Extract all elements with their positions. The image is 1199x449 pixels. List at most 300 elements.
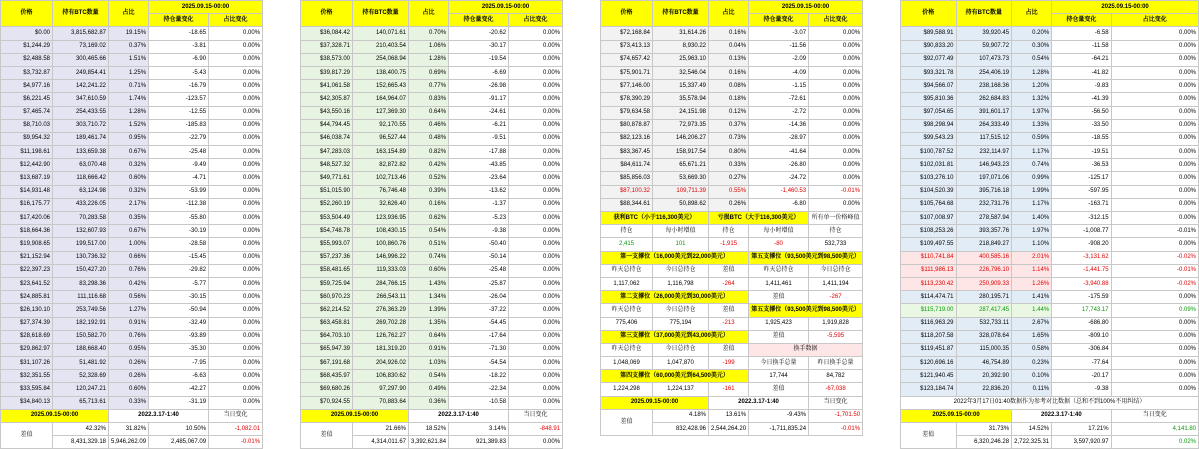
summary-cell: 差值 bbox=[709, 264, 749, 277]
cell-3-12-2: 1.99% bbox=[1012, 185, 1052, 198]
table-row bbox=[901, 330, 1199, 343]
cell-0-13-0: $16,175.77 bbox=[1, 198, 53, 211]
cell-3-11-2: 0.99% bbox=[1012, 172, 1052, 185]
cell-3-21-4: 0.09% bbox=[1111, 304, 1198, 317]
cell-0-11-4: 0.00% bbox=[209, 172, 263, 185]
cell-2-13-3: -6.80 bbox=[749, 198, 809, 211]
cell-3-25-3: -77.64 bbox=[1052, 357, 1111, 370]
cell-2-0-1: 31,614.26 bbox=[653, 27, 709, 40]
summary-row bbox=[601, 317, 863, 330]
cell-2-11-2: 0.27% bbox=[709, 172, 749, 185]
cell-0-4-0: $4,977.16 bbox=[1, 80, 53, 93]
cell-1-17-0: $57,237.36 bbox=[301, 251, 353, 264]
footer-val: 13.61% bbox=[709, 409, 749, 422]
cell-0-17-2: 0.66% bbox=[109, 251, 149, 264]
summary-cell: 今日换手总量 bbox=[749, 357, 809, 370]
cell-1-28-3: -10.58 bbox=[449, 396, 509, 409]
cell-2-7-2: 0.37% bbox=[709, 119, 749, 132]
cell-1-7-2: 0.46% bbox=[409, 119, 449, 132]
cell-3-15-2: 1.97% bbox=[1012, 225, 1052, 238]
cell-1-28-2: 0.36% bbox=[409, 396, 449, 409]
cell-1-25-0: $67,191.68 bbox=[301, 357, 353, 370]
cell-3-8-1: 117,515.12 bbox=[956, 132, 1012, 145]
cell-2-2-3: -2.09 bbox=[749, 53, 809, 66]
cell-1-15-3: -9.38 bbox=[449, 225, 509, 238]
cell-0-12-2: 0.32% bbox=[109, 185, 149, 198]
footer-change-label: 当日变化 bbox=[809, 396, 863, 409]
cell-0-1-1: 73,169.02 bbox=[53, 40, 109, 53]
table-row bbox=[301, 396, 563, 409]
cell-1-8-2: 0.48% bbox=[409, 132, 449, 145]
cell-3-21-2: 1.44% bbox=[1012, 304, 1052, 317]
summary-cell: -213 bbox=[709, 317, 749, 330]
cell-0-10-1: 63,070.48 bbox=[53, 159, 109, 172]
header-pct: 占比 bbox=[709, 1, 749, 27]
summary-row bbox=[601, 277, 863, 290]
cell-1-13-3: -1.37 bbox=[449, 198, 509, 211]
cell-0-15-0: $18,664.36 bbox=[1, 225, 53, 238]
summary-cell: 差值 bbox=[709, 304, 749, 317]
cell-3-20-0: $114,474.71 bbox=[901, 291, 957, 304]
cell-0-20-3: -30.15 bbox=[149, 291, 209, 304]
cell-3-14-4: 0.00% bbox=[1111, 212, 1198, 225]
table-row bbox=[601, 80, 863, 93]
cell-2-3-2: 0.16% bbox=[709, 66, 749, 79]
cell-3-10-1: 146,943.23 bbox=[956, 159, 1012, 172]
cell-3-5-2: 1.32% bbox=[1012, 93, 1052, 106]
footer-ref: 2022.3.17-1:40 bbox=[409, 409, 509, 422]
footer-date: 2025.09.15-00:00 bbox=[301, 409, 409, 422]
cell-1-6-4: 0.00% bbox=[509, 106, 563, 119]
cell-0-28-3: -31.19 bbox=[149, 396, 209, 409]
summary-cell: -264 bbox=[709, 277, 749, 290]
cell-0-21-3: -50.94 bbox=[149, 304, 209, 317]
cell-3-21-1: 287,417.45 bbox=[956, 304, 1012, 317]
header-pct: 占比 bbox=[1012, 1, 1052, 27]
cell-1-17-4: 0.00% bbox=[509, 251, 563, 264]
header-pct: 占比 bbox=[409, 1, 449, 27]
cell-3-5-3: -41.39 bbox=[1052, 93, 1111, 106]
price-block-3 bbox=[600, 0, 863, 436]
cell-3-3-2: 1.28% bbox=[1012, 66, 1052, 79]
header-pct-change: 占比变化 bbox=[209, 14, 263, 27]
table-row bbox=[901, 146, 1199, 159]
cell-3-26-3: -20.17 bbox=[1052, 370, 1111, 383]
cell-0-19-3: -5.77 bbox=[149, 277, 209, 290]
cell-0-3-3: -5.43 bbox=[149, 66, 209, 79]
cell-0-0-3: -18.65 bbox=[149, 27, 209, 40]
cell-2-6-1: 24,151.98 bbox=[653, 106, 709, 119]
cell-0-28-0: $34,840.13 bbox=[1, 396, 53, 409]
table-row bbox=[901, 212, 1199, 225]
cell-1-11-0: $49,771.61 bbox=[301, 172, 353, 185]
cell-0-10-4: 0.00% bbox=[209, 159, 263, 172]
cell-1-5-4: 0.00% bbox=[509, 93, 563, 106]
cell-0-9-4: 0.00% bbox=[209, 146, 263, 159]
cell-1-3-3: -6.69 bbox=[449, 66, 509, 79]
summary-cell: 今日总持仓 bbox=[653, 343, 709, 356]
table-row bbox=[901, 317, 1199, 330]
footer-val: -1,701.50 bbox=[809, 409, 863, 422]
cell-0-17-3: -15.45 bbox=[149, 251, 209, 264]
cell-0-23-2: 0.76% bbox=[109, 330, 149, 343]
cell-2-4-0: $77,146.00 bbox=[601, 80, 653, 93]
table-row bbox=[301, 212, 563, 225]
table-row bbox=[1, 53, 263, 66]
footer-diff-label: 差值 bbox=[901, 423, 957, 449]
cell-1-15-0: $54,748.78 bbox=[301, 225, 353, 238]
cell-3-3-1: 254,406.19 bbox=[956, 66, 1012, 79]
cell-3-27-2: 0.11% bbox=[1012, 383, 1052, 396]
cell-3-13-0: $105,764.68 bbox=[901, 198, 957, 211]
cell-3-7-0: $98,298.94 bbox=[901, 119, 957, 132]
cell-0-15-4: 0.00% bbox=[209, 225, 263, 238]
cell-3-16-4: 0.00% bbox=[1111, 238, 1198, 251]
cell-0-21-1: 253,749.56 bbox=[53, 304, 109, 317]
table-row bbox=[901, 159, 1199, 172]
summary-cell: 昨天总持仓 bbox=[749, 264, 809, 277]
cell-1-24-3: -71.30 bbox=[449, 343, 509, 356]
table-row bbox=[1, 212, 263, 225]
table-row bbox=[901, 357, 1199, 370]
cell-1-27-2: 0.49% bbox=[409, 383, 449, 396]
summary-cell: -199 bbox=[709, 357, 749, 370]
support-3: 第三支撑位（37,000美元到43,000美元） bbox=[601, 330, 749, 343]
cell-0-26-0: $32,351.55 bbox=[1, 370, 53, 383]
cell-1-3-1: 138,400.75 bbox=[353, 66, 409, 79]
table-row bbox=[1, 27, 263, 40]
cell-1-21-2: 1.39% bbox=[409, 304, 449, 317]
cell-1-8-4: 0.00% bbox=[509, 132, 563, 145]
cell-3-24-2: 0.58% bbox=[1012, 343, 1052, 356]
table-row bbox=[601, 106, 863, 119]
cell-0-15-1: 132,607.93 bbox=[53, 225, 109, 238]
cell-0-8-4: 0.00% bbox=[209, 132, 263, 145]
cell-3-23-3: -809.10 bbox=[1052, 330, 1111, 343]
summary-cell: 差值 bbox=[749, 330, 809, 343]
cell-0-11-1: 118,666.42 bbox=[53, 172, 109, 185]
cell-3-24-3: -306.84 bbox=[1052, 343, 1111, 356]
cell-0-13-1: 433,226.05 bbox=[53, 198, 109, 211]
cell-3-20-4: 0.00% bbox=[1111, 291, 1198, 304]
cell-2-0-4: 0.00% bbox=[809, 27, 863, 40]
cell-0-8-1: 189,461.74 bbox=[53, 132, 109, 145]
cell-1-6-3: -24.61 bbox=[449, 106, 509, 119]
cell-3-9-3: -19.51 bbox=[1052, 146, 1111, 159]
cell-0-23-0: $28,618.69 bbox=[1, 330, 53, 343]
table-row bbox=[901, 40, 1199, 53]
footer-val: 3.14% bbox=[449, 423, 509, 436]
table-row bbox=[301, 357, 563, 370]
cell-2-7-3: -14.36 bbox=[749, 119, 809, 132]
cell-0-19-2: 0.42% bbox=[109, 277, 149, 290]
cell-0-20-1: 111,116.68 bbox=[53, 291, 109, 304]
table-row bbox=[1, 146, 263, 159]
cell-2-1-1: 8,930.22 bbox=[653, 40, 709, 53]
cell-3-0-1: 39,920.45 bbox=[956, 27, 1012, 40]
header-hold-change: 持仓量变化 bbox=[449, 14, 509, 27]
cell-3-20-3: -175.59 bbox=[1052, 291, 1111, 304]
cell-1-4-0: $41,061.58 bbox=[301, 80, 353, 93]
footer-val: 832,428.96 bbox=[653, 423, 709, 436]
summary-cell: -80 bbox=[749, 238, 809, 251]
cell-1-5-1: 164,964.07 bbox=[353, 93, 409, 106]
table-row bbox=[301, 370, 563, 383]
cell-1-28-0: $70,924.55 bbox=[301, 396, 353, 409]
cell-1-22-4: 0.00% bbox=[509, 317, 563, 330]
chip-label: 所有单一价格峰值 bbox=[809, 212, 863, 225]
cell-3-19-1: 250,909.33 bbox=[956, 277, 1012, 290]
table-row bbox=[301, 185, 563, 198]
table-row bbox=[1, 330, 263, 343]
cell-3-15-4: -0.01% bbox=[1111, 225, 1198, 238]
cell-1-24-4: 0.00% bbox=[509, 343, 563, 356]
cell-1-2-3: -19.54 bbox=[449, 53, 509, 66]
table-row bbox=[901, 66, 1199, 79]
cell-0-8-2: 0.95% bbox=[109, 132, 149, 145]
footer-val: -9.43% bbox=[749, 409, 809, 422]
summary-row bbox=[601, 383, 863, 396]
cell-1-12-3: -13.62 bbox=[449, 185, 509, 198]
cell-0-16-4: 0.00% bbox=[209, 238, 263, 251]
cell-1-18-3: -25.48 bbox=[449, 264, 509, 277]
cell-1-12-4: 0.00% bbox=[509, 185, 563, 198]
cell-1-19-1: 284,766.15 bbox=[353, 277, 409, 290]
cell-0-16-3: -28.58 bbox=[149, 238, 209, 251]
cell-1-23-4: 0.00% bbox=[509, 330, 563, 343]
cell-0-3-1: 249,854.41 bbox=[53, 66, 109, 79]
cell-3-9-2: 1.17% bbox=[1012, 146, 1052, 159]
cell-1-14-0: $53,504.49 bbox=[301, 212, 353, 225]
cell-3-7-4: 0.00% bbox=[1111, 119, 1198, 132]
cell-1-12-2: 0.39% bbox=[409, 185, 449, 198]
footer-val: 17.21% bbox=[1052, 423, 1111, 436]
table-row bbox=[301, 291, 563, 304]
summary-cell: 1,048,069 bbox=[601, 357, 653, 370]
cell-3-21-0: $115,719.00 bbox=[901, 304, 957, 317]
cell-0-25-0: $31,107.26 bbox=[1, 357, 53, 370]
cell-2-2-1: 25,963.10 bbox=[653, 53, 709, 66]
cell-0-9-0: $11,198.61 bbox=[1, 146, 53, 159]
cell-3-0-0: $89,588.91 bbox=[901, 27, 957, 40]
cell-0-24-3: -35.30 bbox=[149, 343, 209, 356]
cell-3-12-4: 0.00% bbox=[1111, 185, 1198, 198]
cell-1-9-2: 0.82% bbox=[409, 146, 449, 159]
cell-2-5-2: 0.18% bbox=[709, 93, 749, 106]
cell-3-16-1: 218,849.27 bbox=[956, 238, 1012, 251]
table-row bbox=[1, 277, 263, 290]
cell-0-23-3: -93.89 bbox=[149, 330, 209, 343]
table-row bbox=[901, 277, 1199, 290]
cell-3-22-2: 2.67% bbox=[1012, 317, 1052, 330]
cell-0-24-0: $29,862.97 bbox=[1, 343, 53, 356]
cell-1-9-0: $47,283.03 bbox=[301, 146, 353, 159]
cell-2-3-0: $75,901.71 bbox=[601, 66, 653, 79]
cell-1-7-4: 0.00% bbox=[509, 119, 563, 132]
cell-0-26-3: -6.63 bbox=[149, 370, 209, 383]
summary-cell: 差值 bbox=[709, 343, 749, 356]
cell-2-9-2: 0.80% bbox=[709, 146, 749, 159]
cell-1-9-4: 0.00% bbox=[509, 146, 563, 159]
cell-3-11-4: 0.00% bbox=[1111, 172, 1198, 185]
cell-2-0-0: $72,168.84 bbox=[601, 27, 653, 40]
cell-3-27-1: 22,836.20 bbox=[956, 383, 1012, 396]
cell-2-10-0: $84,611.74 bbox=[601, 159, 653, 172]
cell-1-0-0: $36,084.42 bbox=[301, 27, 353, 40]
cell-2-7-4: 0.00% bbox=[809, 119, 863, 132]
cell-1-27-0: $69,680.26 bbox=[301, 383, 353, 396]
cell-3-26-0: $121,940.45 bbox=[901, 370, 957, 383]
cell-3-26-4: 0.00% bbox=[1111, 370, 1198, 383]
table-row bbox=[1, 357, 263, 370]
header-hold-change: 持仓量变化 bbox=[149, 14, 209, 27]
cell-0-22-2: 0.91% bbox=[109, 317, 149, 330]
cell-3-22-0: $116,963.29 bbox=[901, 317, 957, 330]
footer-val: 31.73% bbox=[956, 423, 1012, 436]
summary-row bbox=[601, 357, 863, 370]
cell-2-1-4: 0.00% bbox=[809, 40, 863, 53]
cell-0-18-3: -29.82 bbox=[149, 264, 209, 277]
header-date: 2025.09.15-00:00 bbox=[749, 1, 863, 14]
cell-2-9-4: 0.00% bbox=[809, 146, 863, 159]
header-date: 2025.09.15-00:00 bbox=[149, 1, 263, 14]
cell-3-23-0: $118,207.58 bbox=[901, 330, 957, 343]
cell-1-26-1: 106,830.62 bbox=[353, 370, 409, 383]
cell-1-22-3: -54.45 bbox=[449, 317, 509, 330]
cell-0-17-1: 130,736.32 bbox=[53, 251, 109, 264]
cell-1-16-1: 100,860.76 bbox=[353, 238, 409, 251]
footer-diff-label: 差值 bbox=[301, 423, 353, 449]
cell-1-23-1: 126,762.27 bbox=[353, 330, 409, 343]
table-row bbox=[301, 93, 563, 106]
cell-3-27-0: $123,184.74 bbox=[901, 383, 957, 396]
cell-3-15-1: 393,357.76 bbox=[956, 225, 1012, 238]
cell-0-2-3: -6.90 bbox=[149, 53, 209, 66]
summary-row bbox=[601, 238, 863, 251]
summary-cell: -161 bbox=[709, 383, 749, 396]
table-row bbox=[901, 343, 1199, 356]
cell-1-21-1: 276,363.29 bbox=[353, 304, 409, 317]
cell-0-12-1: 63,124.98 bbox=[53, 185, 109, 198]
cell-3-21-3: 17,743.17 bbox=[1052, 304, 1111, 317]
cell-2-11-0: $85,856.03 bbox=[601, 172, 653, 185]
cell-3-12-3: -597.95 bbox=[1052, 185, 1111, 198]
cell-1-4-1: 152,665.43 bbox=[353, 80, 409, 93]
cell-3-0-2: 0.20% bbox=[1012, 27, 1052, 40]
table-row bbox=[601, 185, 863, 198]
cell-1-10-0: $48,527.32 bbox=[301, 159, 353, 172]
cell-0-2-1: 300,465.66 bbox=[53, 53, 109, 66]
cell-3-8-4: 0.00% bbox=[1111, 132, 1198, 145]
cell-1-8-0: $46,038.74 bbox=[301, 132, 353, 145]
cell-0-14-0: $17,420.06 bbox=[1, 212, 53, 225]
cell-2-6-3: -2.72 bbox=[749, 106, 809, 119]
cell-2-4-3: -1.15 bbox=[749, 80, 809, 93]
cell-3-2-0: $92,077.49 bbox=[901, 53, 957, 66]
cell-2-13-4: 0.00% bbox=[809, 198, 863, 211]
cell-1-20-2: 1.34% bbox=[409, 291, 449, 304]
cell-1-1-3: -30.17 bbox=[449, 40, 509, 53]
table-row bbox=[901, 185, 1199, 198]
cell-1-16-2: 0.51% bbox=[409, 238, 449, 251]
hourly-label-2: 每小时增值 bbox=[749, 225, 809, 238]
cell-1-13-4: 0.00% bbox=[509, 198, 563, 211]
footer-val: 0.02% bbox=[1111, 436, 1198, 449]
table-row bbox=[901, 27, 1199, 40]
summary-cell: 17,744 bbox=[749, 370, 809, 383]
summary-cell: 今日总持仓 bbox=[653, 264, 709, 277]
holdings-label-3: 持仓 bbox=[809, 225, 863, 238]
cell-0-20-2: 0.56% bbox=[109, 291, 149, 304]
table-row bbox=[301, 317, 563, 330]
cell-1-11-4: 0.00% bbox=[509, 172, 563, 185]
table-row bbox=[301, 343, 563, 356]
cell-0-27-3: -42.27 bbox=[149, 383, 209, 396]
summary-cell: 1,117,062 bbox=[601, 277, 653, 290]
cell-1-14-3: -5.23 bbox=[449, 212, 509, 225]
cell-2-11-4: 0.00% bbox=[809, 172, 863, 185]
cell-3-4-4: 0.00% bbox=[1111, 80, 1198, 93]
cell-1-0-4: 0.00% bbox=[509, 27, 563, 40]
table-row bbox=[301, 159, 563, 172]
cell-2-4-2: 0.08% bbox=[709, 80, 749, 93]
cell-1-8-1: 96,527.44 bbox=[353, 132, 409, 145]
cell-2-5-3: -72.61 bbox=[749, 93, 809, 106]
cell-1-27-4: 0.00% bbox=[509, 383, 563, 396]
footer-val: 8,431,329.18 bbox=[53, 436, 109, 449]
cell-0-14-3: -55.80 bbox=[149, 212, 209, 225]
table-row bbox=[601, 132, 863, 145]
cell-0-22-3: -32.49 bbox=[149, 317, 209, 330]
cell-3-27-3: -9.38 bbox=[1052, 383, 1111, 396]
table-row bbox=[601, 40, 863, 53]
cell-3-14-0: $107,008.97 bbox=[901, 212, 957, 225]
cell-3-6-3: -56.50 bbox=[1052, 106, 1111, 119]
cell-1-10-4: 0.00% bbox=[509, 159, 563, 172]
footer-val: 4,314,011.67 bbox=[353, 436, 409, 449]
cell-0-0-0: $0.00 bbox=[1, 27, 53, 40]
cell-0-19-4: 0.00% bbox=[209, 277, 263, 290]
table-row bbox=[901, 80, 1199, 93]
cell-3-2-3: -64.21 bbox=[1052, 53, 1111, 66]
cell-2-6-0: $79,634.58 bbox=[601, 106, 653, 119]
cell-1-4-2: 0.77% bbox=[409, 80, 449, 93]
footer-val: 18.52% bbox=[409, 423, 449, 436]
table-row bbox=[601, 27, 863, 40]
footer-date: 2025.09.15-00:00 bbox=[901, 409, 1012, 422]
summary-cell: 昨天总持仓 bbox=[601, 264, 653, 277]
table-row bbox=[601, 146, 863, 159]
support-5: 第五支撑位（93,500美元到98,500美元） bbox=[749, 251, 863, 264]
cell-0-19-1: 83,298.36 bbox=[53, 277, 109, 290]
table-row bbox=[1, 93, 263, 106]
table-row bbox=[601, 172, 863, 185]
footer-val: -1,082.01 bbox=[209, 423, 263, 436]
cell-0-24-2: 0.95% bbox=[109, 343, 149, 356]
cell-0-6-0: $7,465.74 bbox=[1, 106, 53, 119]
cell-1-23-0: $64,703.10 bbox=[301, 330, 353, 343]
cell-0-5-2: 1.74% bbox=[109, 93, 149, 106]
cell-1-2-4: 0.00% bbox=[509, 53, 563, 66]
cell-0-2-0: $2,488.58 bbox=[1, 53, 53, 66]
cell-3-3-0: $93,321.78 bbox=[901, 66, 957, 79]
table-row bbox=[301, 172, 563, 185]
summary-cell: 昨日换手总量 bbox=[809, 357, 863, 370]
price-block-2 bbox=[300, 0, 563, 449]
summary-row bbox=[601, 330, 863, 343]
footer-diff-label: 差值 bbox=[601, 409, 653, 435]
cell-0-17-4: 0.00% bbox=[209, 251, 263, 264]
